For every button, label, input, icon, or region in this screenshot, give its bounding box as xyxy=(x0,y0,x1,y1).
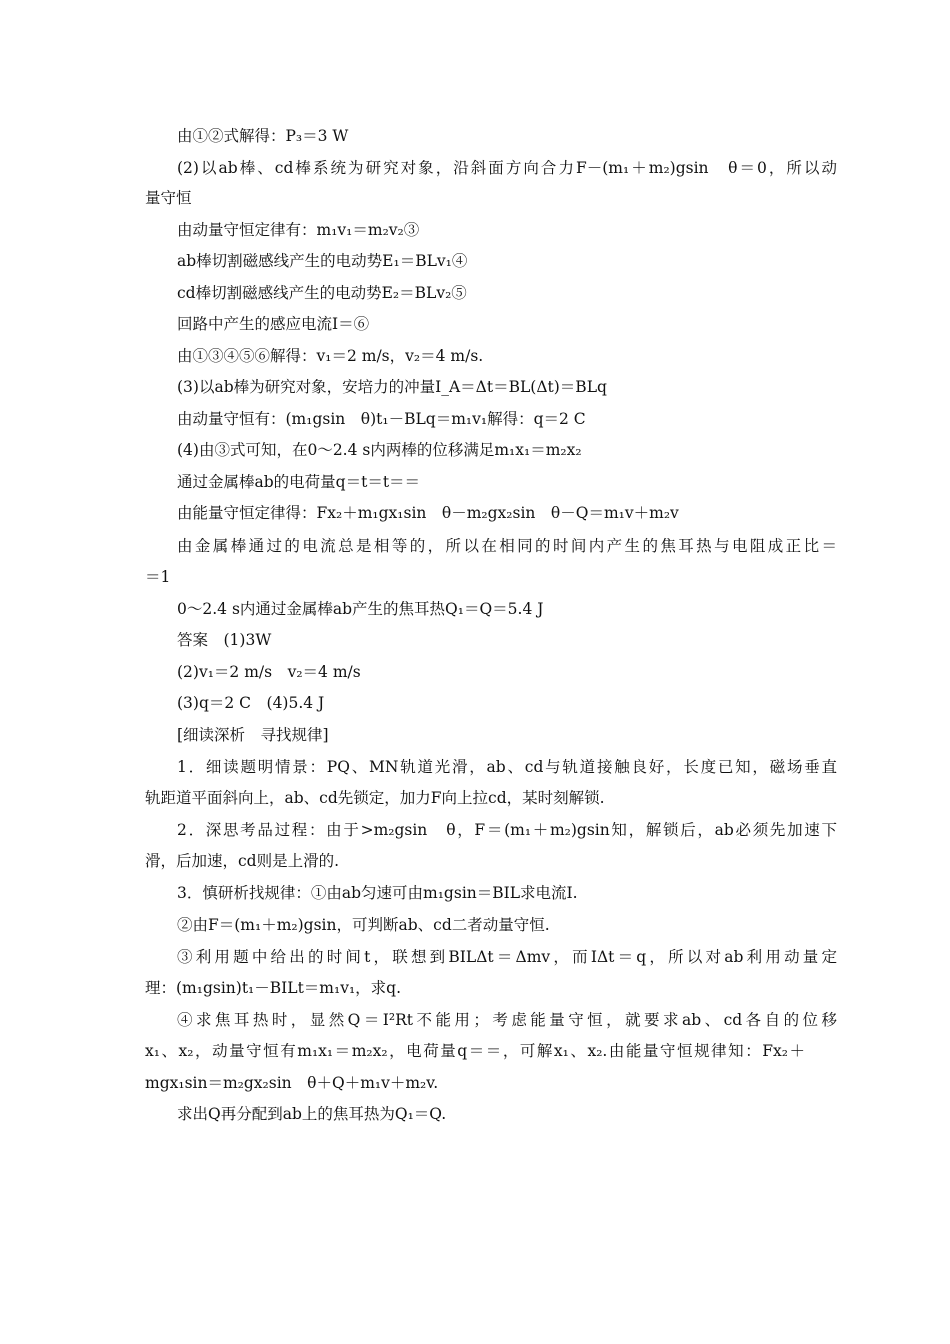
text-line: cd棒切割磁感线产生的电动势E₂＝BLv₂⑤ xyxy=(177,284,467,302)
text-line: 由①③④⑤⑥解得：v₁＝2 m/s，v₂＝4 m/s. xyxy=(177,347,484,365)
text-line: 1．细读题明情景：PQ、MN轨道光滑，ab、cd与轨道接触良好，长度已知，磁场垂直 xyxy=(177,758,837,776)
text-line: 答案 (1)3W xyxy=(177,631,272,649)
text-line: (2)以ab棒、cd棒系统为研究对象，沿斜面方向合力F－(m₁＋m₂)gsin θ＝0，所以动 xyxy=(177,159,837,177)
text-line: (3)q＝2 C (4)5.4 J xyxy=(177,694,325,712)
text-line: 由金属棒通过的电流总是相等的，所以在相同的时间内产生的焦耳热与电阻成正比＝ xyxy=(177,537,837,555)
text-line: 通过金属棒ab的电荷量q＝t＝t＝＝ xyxy=(177,473,421,491)
text-line: 理：(m₁gsin)t₁－BILt＝m₁v₁，求q. xyxy=(145,979,402,997)
text-line: ab棒切割磁感线产生的电动势E₁＝BLv₁④ xyxy=(177,252,468,270)
text-line: 由动量守恒定律有：m₁v₁＝m₂v₂③ xyxy=(177,221,420,239)
text-line: (4)由③式可知，在0～2.4 s内两棒的位移满足m₁x₁＝m₂x₂ xyxy=(177,441,582,459)
text-line: 轨距道平面斜向上，ab、cd先锁定，加力F向上拉cd，某时刻解锁. xyxy=(145,789,605,807)
text-line: x₁、x₂，动量守恒有m₁x₁＝m₂x₂，电荷量q＝＝，可解x₁、x₂.由能量守恒规律知：Fx₂＋ xyxy=(145,1042,805,1060)
text-line: [细读深析 寻找规律] xyxy=(177,726,329,744)
text-line: ③利用题中给出的时间t，联想到BILΔt＝Δmv，而IΔt＝q，所以对ab利用动量定 xyxy=(177,948,837,966)
text-line: ＝1 xyxy=(145,568,171,586)
text-line: mgx₁sin＝m₂gx₂sin θ＋Q＋m₁v＋m₂v. xyxy=(145,1074,439,1092)
text-line: (2)v₁＝2 m/s v₂＝4 m/s xyxy=(177,663,361,681)
text-line: 0～2.4 s内通过金属棒ab产生的焦耳热Q₁＝Q＝5.4 J xyxy=(177,600,544,618)
text-line: 滑，后加速，cd则是上滑的. xyxy=(145,852,340,870)
text-line: 由①②式解得：P₃＝3 W xyxy=(177,127,349,145)
text-line: 3．慎研析找规律：①由ab匀速可由m₁gsin＝BIL求电流I. xyxy=(177,884,578,902)
text-line: 量守恒 xyxy=(145,189,192,207)
text-line: 由动量守恒有：(m₁gsin θ)t₁－BLq＝m₁v₁解得：q＝2 C xyxy=(177,410,586,428)
text-line: ②由F＝(m₁＋m₂)gsin，可判断ab、cd二者动量守恒. xyxy=(177,916,550,934)
text-line: 求出Q再分配到ab上的焦耳热为Q₁＝Q. xyxy=(177,1105,447,1123)
text-line: ④求焦耳热时，显然Q＝I²Rt不能用；考虑能量守恒，就要求ab、cd各自的位移 xyxy=(177,1011,837,1029)
text-line: 2．深思考品过程：由于>m₂gsin θ，F＝(m₁＋m₂)gsin知，解锁后，ab必须先加速下 xyxy=(177,821,837,839)
text-line: 回路中产生的感应电流I＝⑥ xyxy=(177,315,370,333)
text-line: (3)以ab棒为研究对象，安培力的冲量I_A＝Δt＝BL(Δt)＝BLq xyxy=(177,378,607,396)
text-line: 由能量守恒定律得：Fx₂＋m₁gx₁sin θ－m₂gx₂sin θ－Q＝m₁v＋m₂v xyxy=(177,504,679,522)
